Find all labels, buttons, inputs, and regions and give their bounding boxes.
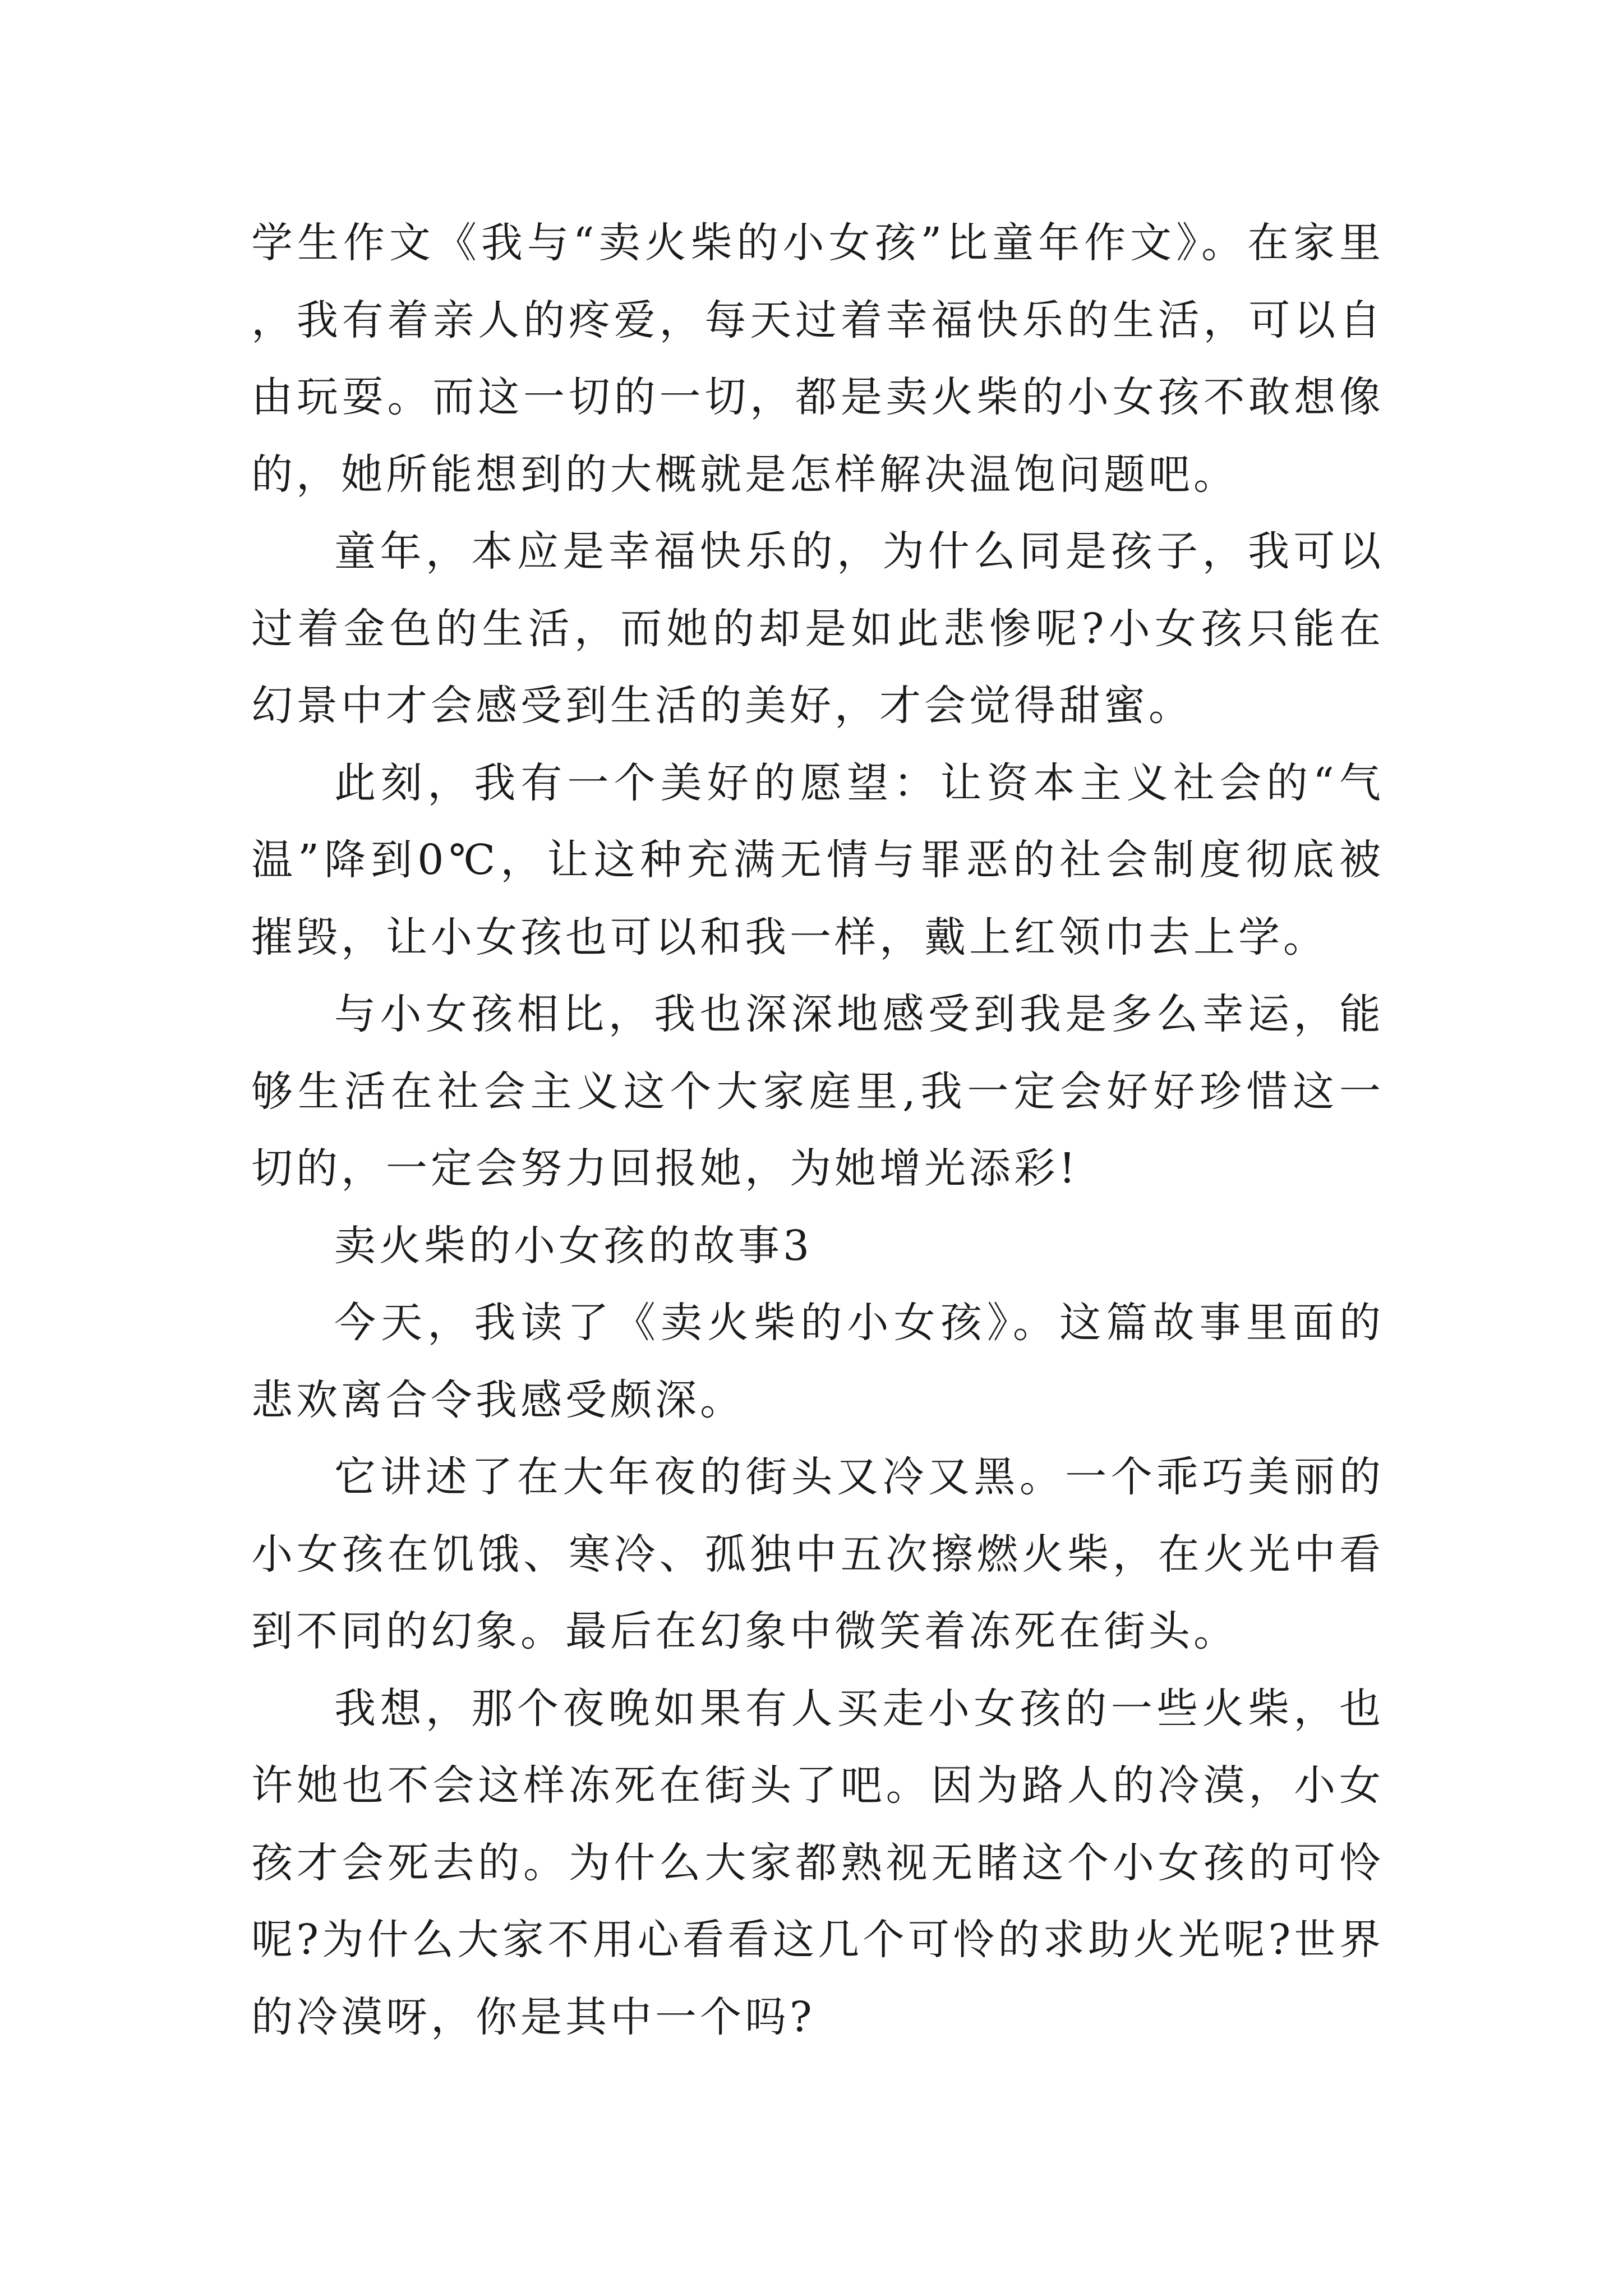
document-body <box>251 205 1384 2056</box>
paragraph-wish: 此刻，我有一个美好的愿望：让资本主义社会的“气温”降到0℃，让这种充满无情与罪恶的社会制度彻底被摧毁，让小女孩也可以和我一样，戴上红领巾去上学。 <box>251 758 1384 961</box>
paragraph-comparison: 与小女孩相比，我也深深地感受到我是多么幸运，能够生活在社会主义这个大家庭里,我一定会好好珍惜这一切的，一定会努力回报她，为她增光添彩! <box>251 990 1384 1193</box>
paragraph-childhood: 童年，本应是幸福快乐的，为什么同是孩子，我可以过着金色的生活，而她的却是如此悲惨呢?小女孩只能在幻景中才会感受到生活的美好，才会觉得甜蜜。 <box>251 527 1384 730</box>
paragraph-reflection: 我想，那个夜晚如果有人买走小女孩的一些火柴，也许她也不会这样冻死在街头了吧。因为路人的冷漠，小女孩才会死去的。为什么大家都熟视无睹这个小女孩的可怜呢?为什么大家不用心看看这几个可怜的求助火光呢?世界的冷漠呀，你是其中一个吗? <box>251 1684 1384 2041</box>
paragraph-story: 它讲述了在大年夜的街头又冷又黑。一个乖巧美丽的小女孩在饥饿、寒冷、孤独中五次擦燃火柴，在火光中看到不同的幻象。最后在幻象中微笑着冻死在街头。 <box>251 1453 1384 1655</box>
paragraph-reading: 今天，我读了《卖火柴的小女孩》。这篇故事里面的悲欢离合令我感受颇深。 <box>251 1299 1384 1424</box>
section-heading: 卖火柴的小女孩的故事3 <box>334 1221 813 1270</box>
paragraph-intro: 学生作文《我与“卖火柴的小女孩”比童年作文》。在家里，我有着亲人的疼爱，每天过着幸福快乐的生活，可以自由玩耍。而这一切的一切，都是卖火柴的小女孩不敢想像的，她所能想到的大概就是怎样解决温饱问题吧。 <box>251 219 1384 499</box>
